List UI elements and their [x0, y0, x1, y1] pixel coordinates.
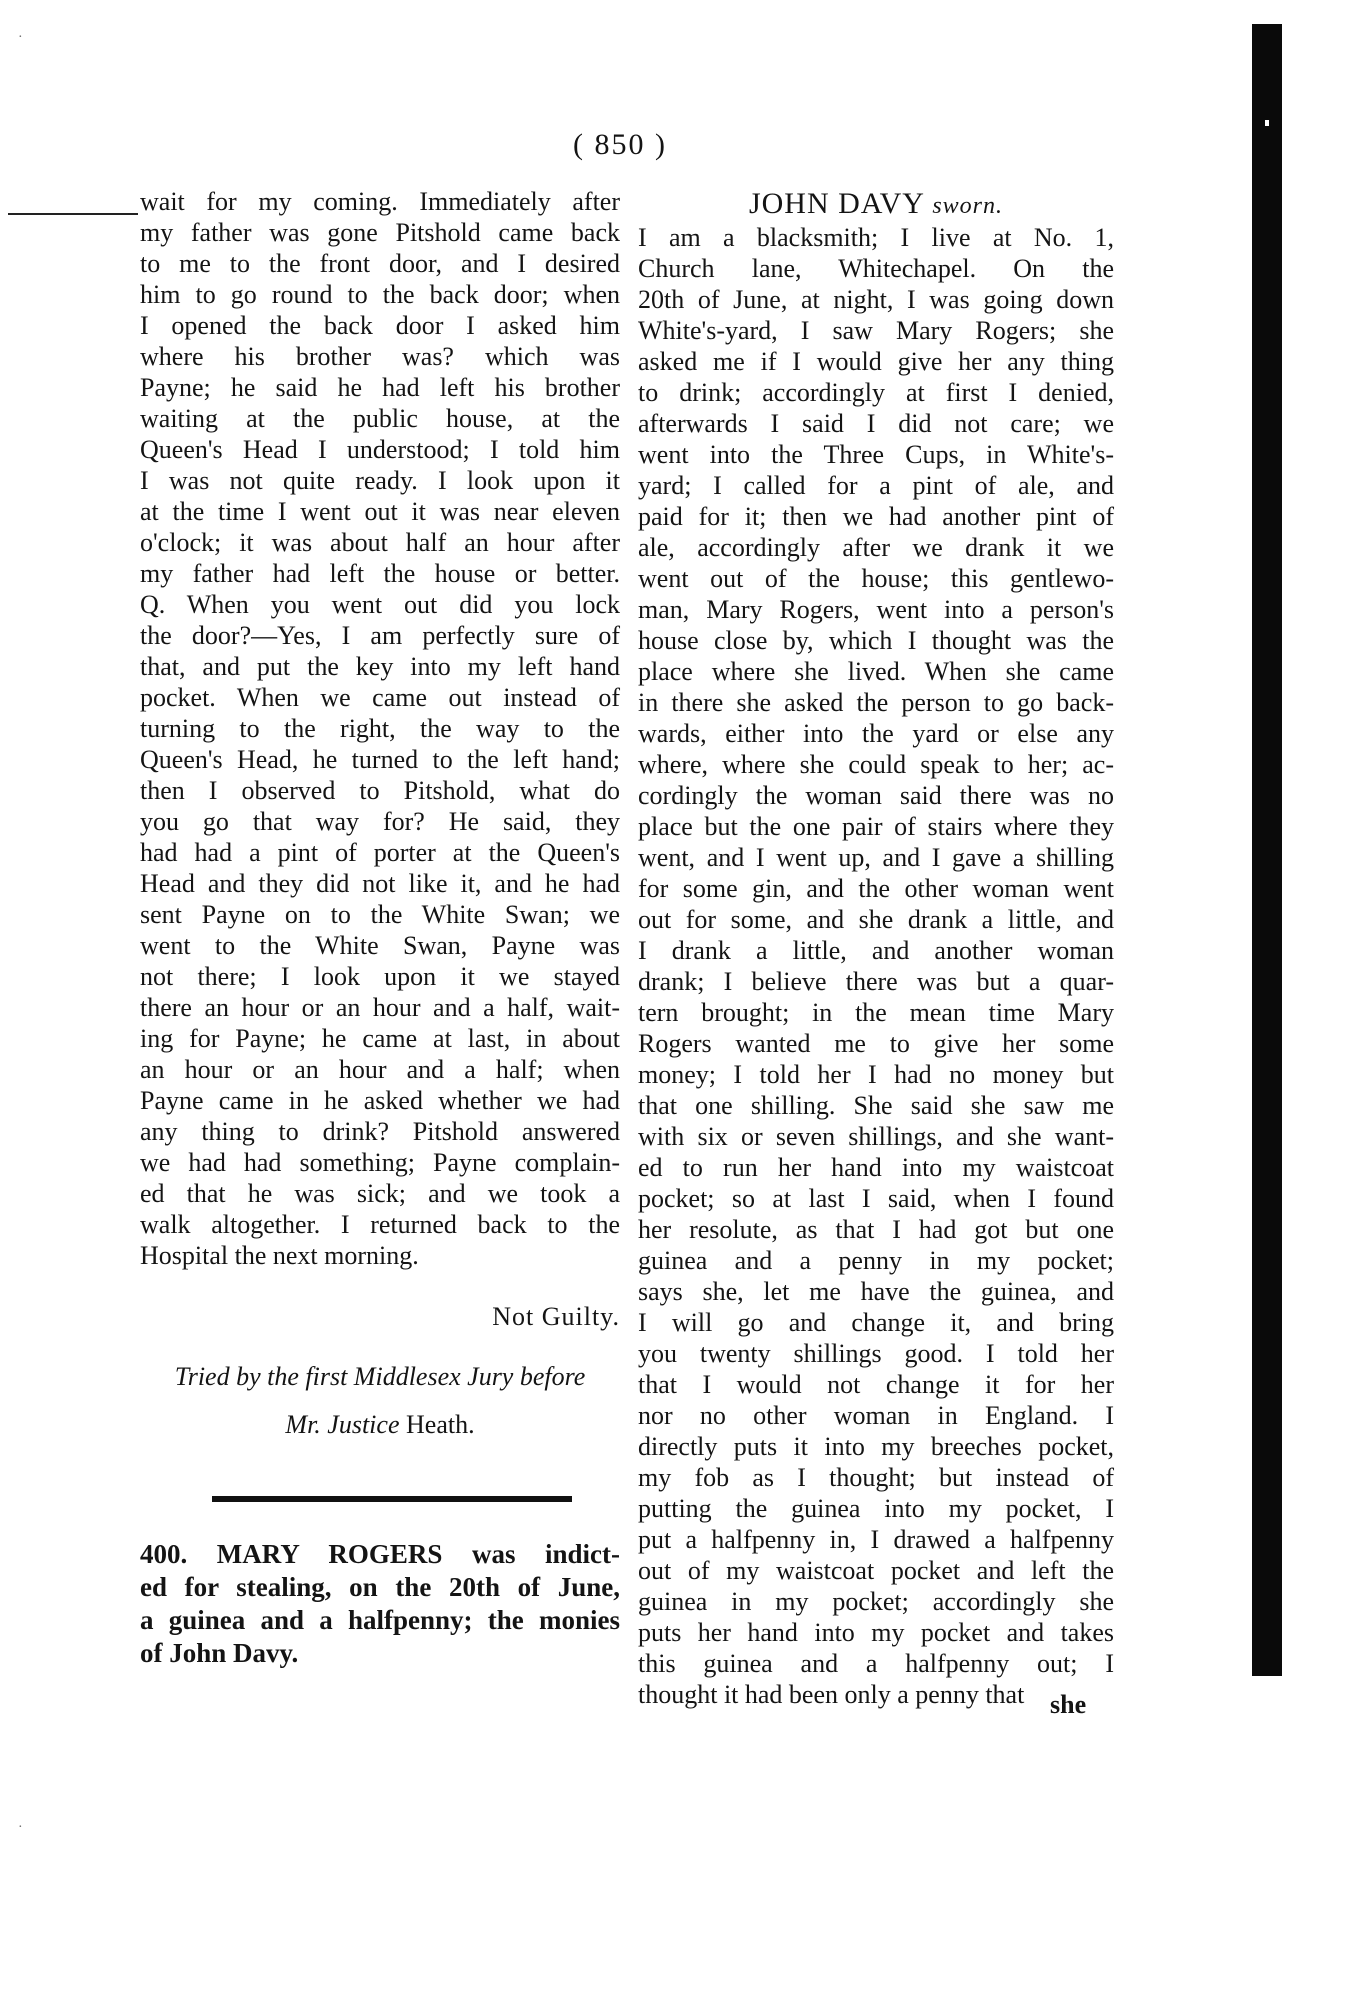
- text-line: I opened the back door I asked him: [140, 311, 620, 340]
- text-line: puts her hand into my pocket and takes: [638, 1618, 1114, 1647]
- judge-line: [140, 1410, 620, 1440]
- text-line: went out of the house; this gentlewo-: [638, 564, 1114, 593]
- text-line: Payne; he said he had left his brother: [140, 373, 620, 402]
- text-line: place but the one pair of stairs where they: [638, 812, 1114, 841]
- text-line: my father had left the house or better.: [140, 559, 620, 588]
- text-line: guinea and a penny in my pocket;: [638, 1246, 1114, 1275]
- text-line: 20th of June, at night, I was going down: [638, 285, 1114, 314]
- text-line: out for some, and she drank a little, and: [638, 905, 1114, 934]
- catchword: she: [1050, 1690, 1087, 1719]
- text-line: my father was gone Pitshold came back: [140, 218, 620, 247]
- text-line: Queen's Head I understood; I told him: [140, 435, 620, 464]
- right-column: [638, 186, 1114, 1710]
- text-line: asked me if I would give her any thing: [638, 347, 1114, 376]
- text-line: at the time I went out it was near eleven: [140, 497, 620, 526]
- text-line: that, and put the key into my left hand: [140, 652, 620, 681]
- text-line: White's-yard, I saw Mary Rogers; she: [638, 316, 1114, 345]
- text-line: the door?—Yes, I am perfectly sure of: [140, 621, 620, 650]
- text-line: where, where she could speak to her; ac-: [638, 750, 1114, 779]
- text-line: you twenty shillings good. I told her: [638, 1339, 1114, 1368]
- text-line: cordingly the woman said there was no: [638, 781, 1114, 810]
- text-line: man, Mary Rogers, went into a person's: [638, 595, 1114, 624]
- judge-name: Heath.: [406, 1410, 475, 1439]
- text-line: Q. When you went out did you lock: [140, 590, 620, 619]
- text-line: thought it had been only a penny that: [638, 1680, 1025, 1709]
- text-line: yard; I called for a pint of ale, and: [638, 471, 1114, 500]
- text-line: went, and I went up, and I gave a shilling: [638, 843, 1114, 872]
- text-line: says she, let me have the guinea, and: [638, 1277, 1114, 1306]
- left-column: [140, 186, 620, 1271]
- text-line: tern brought; in the mean time Mary: [638, 998, 1114, 1027]
- text-line: o'clock; it was about half an hour after: [140, 528, 620, 557]
- text-line: not there; I look upon it we stayed: [140, 962, 620, 991]
- text-line: I was not quite ready. I look upon it: [140, 466, 620, 495]
- text-line: then I observed to Pitshold, what do: [140, 776, 620, 805]
- text-line: afterwards I said I did not care; we: [638, 409, 1114, 438]
- witness-name: JOHN DAVY: [748, 187, 924, 220]
- text-line: put a halfpenny in, I drawed a halfpenny: [638, 1525, 1114, 1554]
- text-line: pocket. When we came out instead of: [140, 683, 620, 712]
- text-line: any thing to drink? Pitshold answered: [140, 1117, 620, 1146]
- text-line: drank; I believe there was but a quar-: [638, 967, 1114, 996]
- text-line: ed to run her hand into my waistcoat: [638, 1153, 1114, 1182]
- text-line: for some gin, and the other woman went: [638, 874, 1114, 903]
- text-line: a guinea and a halfpenny; the monies: [140, 1605, 620, 1635]
- section-rule: [212, 1496, 572, 1502]
- margin-speck: ·: [18, 1820, 23, 1835]
- text-line: ed for stealing, on the 20th of June,: [140, 1572, 620, 1602]
- text-line: I drank a little, and another woman: [638, 936, 1114, 965]
- text-line: Church lane, Whitechapel. On the: [638, 254, 1114, 283]
- text-line: ing for Payne; he came at last, in about: [140, 1024, 620, 1053]
- text-line: where his brother was? which was: [140, 342, 620, 371]
- text-line: in there she asked the person to go back-: [638, 688, 1114, 717]
- text-line: went into the Three Cups, in White's-: [638, 440, 1114, 469]
- text-line: pocket; so at last I said, when I found: [638, 1184, 1114, 1213]
- text-line: I am a blacksmith; I live at No. 1,: [638, 223, 1114, 252]
- text-line: directly puts it into my breeches pocket,: [638, 1432, 1114, 1461]
- text-line: Head and they did not like it, and he had: [140, 869, 620, 898]
- text-line: that one shilling. She said she saw me: [638, 1091, 1114, 1120]
- text-line: this guinea and a halfpenny out; I: [638, 1649, 1114, 1678]
- text-line: wait for my coming. Immediately after: [140, 187, 620, 216]
- text-line: paid for it; then we had another pint of: [638, 502, 1114, 531]
- page-edge-nick: [1265, 120, 1269, 126]
- text-line: an hour or an hour and a half; when: [140, 1055, 620, 1084]
- text-line: money; I told her I had no money but: [638, 1060, 1114, 1089]
- text-line: house close by, which I thought was the: [638, 626, 1114, 655]
- text-line: Queen's Head, he turned to the left hand;: [140, 745, 620, 774]
- page-edge-shadow: [1252, 24, 1282, 1676]
- margin-rule: [8, 213, 138, 215]
- text-line: you go that way for? He said, they: [140, 807, 620, 836]
- text-line: my fob as I thought; but instead of: [638, 1463, 1114, 1492]
- text-line: had had a pint of porter at the Queen's: [140, 838, 620, 867]
- indictment: [140, 1538, 620, 1670]
- text-line: putting the guinea into my pocket, I: [638, 1494, 1114, 1523]
- text-line: there an hour or an hour and a half, wait-: [140, 993, 620, 1022]
- page-number: ( 850 ): [573, 128, 667, 161]
- text-line: Hospital the next morning.: [140, 1241, 419, 1270]
- text-line: guinea in my pocket; accordingly she: [638, 1587, 1114, 1616]
- text-line: that I would not change it for her: [638, 1370, 1114, 1399]
- text-line: to drink; accordingly at first I denied,: [638, 378, 1114, 407]
- text-line: him to go round to the back door; when: [140, 280, 620, 309]
- text-line: went to the White Swan, Payne was: [140, 931, 620, 960]
- text-line: waiting at the public house, at the: [140, 404, 620, 433]
- text-line: sent Payne on to the White Swan; we: [140, 900, 620, 929]
- verdict: Not Guilty.: [492, 1302, 620, 1331]
- text-line: Payne came in he asked whether we had: [140, 1086, 620, 1115]
- margin-speck: ·: [18, 30, 23, 45]
- text-line: with six or seven shillings, and she want-: [638, 1122, 1114, 1151]
- text-line: turning to the right, the way to the: [140, 714, 620, 743]
- witness-heading: [638, 186, 1114, 222]
- text-line: we had had something; Payne complain-: [140, 1148, 620, 1177]
- trial-info: Tried by the first Middlesex Jury before: [174, 1362, 586, 1391]
- text-line: wards, either into the yard or else any: [638, 719, 1114, 748]
- text-line: to me to the front door, and I desired: [140, 249, 620, 278]
- text-line: I will go and change it, and bring: [638, 1308, 1114, 1337]
- text-line: place where she lived. When she came: [638, 657, 1114, 686]
- text-line: nor no other woman in England. I: [638, 1401, 1114, 1430]
- text-line: 400. MARY ROGERS was indict-: [140, 1539, 620, 1569]
- text-line: her resolute, as that I had got but one: [638, 1215, 1114, 1244]
- judge-title: Mr. Justice: [285, 1410, 400, 1439]
- text-line: Rogers wanted me to give her some: [638, 1029, 1114, 1058]
- witness-status: sworn.: [932, 193, 1004, 219]
- text-line: ed that he was sick; and we took a: [140, 1179, 620, 1208]
- text-line: out of my waistcoat pocket and left the: [638, 1556, 1114, 1585]
- text-line: of John Davy.: [140, 1638, 299, 1668]
- text-line: ale, accordingly after we drank it we: [638, 533, 1114, 562]
- text-line: walk altogether. I returned back to the: [140, 1210, 620, 1239]
